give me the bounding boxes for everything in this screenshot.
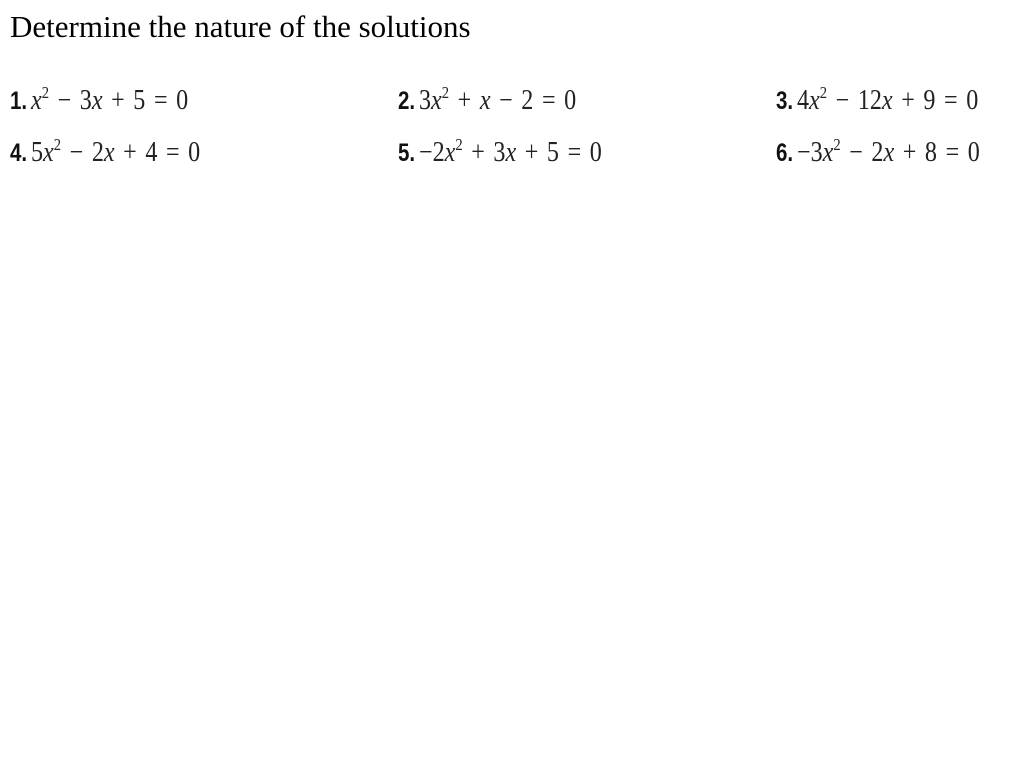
problem-4 [10,136,228,170]
problem-2 [398,84,602,118]
problem-equation: $-3x^2 - 2x + 8 = 0$ [796,135,980,168]
problem-number: 6. [776,139,794,167]
problem-5 [398,136,631,170]
problem-number: 1. [10,87,28,115]
problem-equation: $5x^2 - 2x + 4 = 0$ [30,135,201,168]
problem-number: 5. [398,139,416,167]
problem-equation: $4x^2 - 12x + 9 = 0$ [796,83,979,116]
problem-equation: $-2x^2 + 3x + 5 = 0$ [418,135,602,168]
problem-1 [10,84,214,118]
problem-3 [776,84,1008,118]
problem-equation: $x^2 - 3x + 5 = 0$ [30,83,189,116]
page-title: Determine the nature of the solutions [10,9,471,44]
problem-number: 2. [398,87,416,115]
problem-number: 4. [10,139,28,167]
problem-6 [776,136,1009,170]
problem-number: 3. [776,87,794,115]
problem-equation: $3x^2 + x - 2 = 0$ [418,83,577,116]
